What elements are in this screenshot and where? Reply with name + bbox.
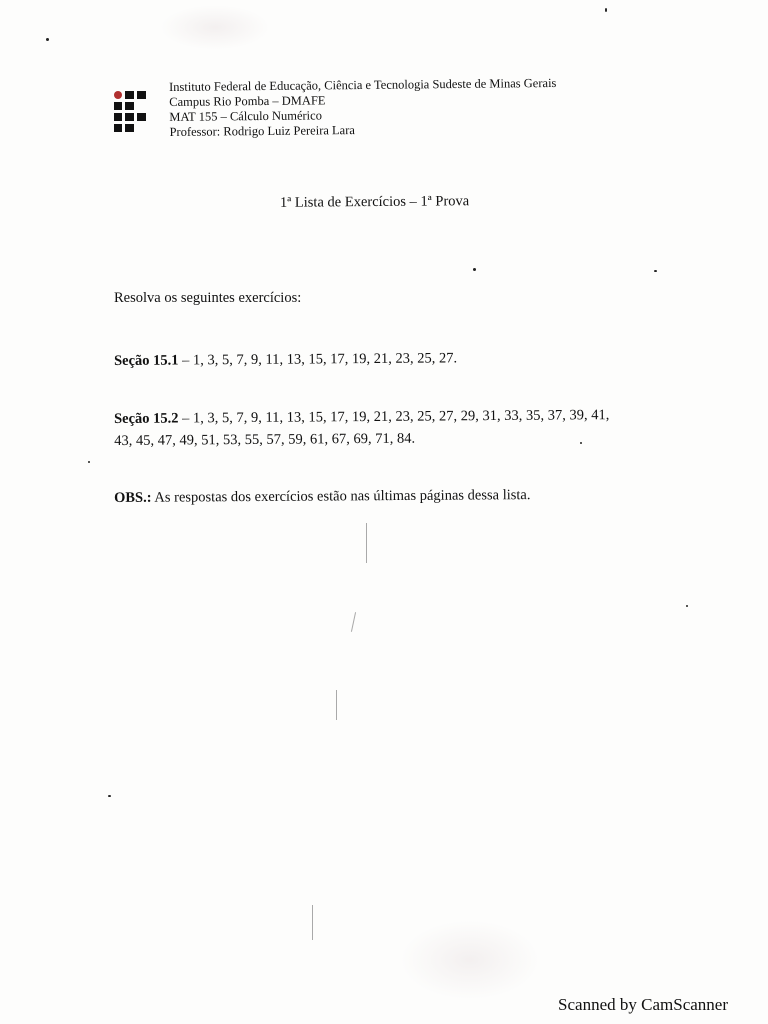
institute-logo-icon [113,90,151,134]
observation-note [114,487,531,507]
course-name: MAT 155 – Cálculo Numérico [169,108,322,124]
scan-speck [108,795,111,797]
instruction-text: Resolva os seguintes exercícios: [114,290,302,306]
professor-name: Professor: Rodrigo Luiz Pereira Lara [169,123,355,139]
scan-scratch [351,612,356,632]
section-exercises: – 1, 3, 5, 7, 9, 11, 13, 15, 17, 19, 21, 23, 25, 27, 29, 31, 33, 35, 37, 39, 41, [178,407,610,427]
institution-name: Instituto Federal de Educação, Ciência e Tecnologia Sudeste de Minas Gerais [169,75,557,94]
exercise-section [114,404,610,452]
scan-speck [605,8,607,12]
section-exercises: – 1, 3, 5, 7, 9, 11, 13, 15, 17, 19, 21, 23, 25, 27. [178,350,458,369]
scan-speck [473,268,476,271]
scanner-watermark: Scanned by CamScanner [558,995,728,1014]
section-label: Seção 15.1 [114,352,179,369]
campus-name: Campus Rio Pomba – DMAFE [169,93,326,109]
scan-smudge [400,920,540,1000]
institution-header [169,76,557,140]
scan-smudge [160,5,270,50]
scan-speck [46,38,49,41]
scan-scratch [366,523,367,563]
section-label: Seção 15.2 [114,410,179,427]
document-title: 1ª Lista de Exercícios – 1ª Prova [279,193,470,211]
section-line [114,404,609,430]
scan-speck [686,605,688,607]
obs-text: As respostas dos exercícios estão nas últimas páginas dessa lista. [151,487,531,506]
exercise-section [114,347,457,372]
scan-speck [654,270,657,272]
scan-scratch [336,690,337,720]
scan-scratch [312,905,313,940]
obs-label: OBS.: [114,489,152,506]
scan-speck [88,461,90,463]
section-line [114,347,457,372]
section-line-continued: 43, 45, 47, 49, 51, 53, 55, 57, 59, 61, 67, 69, 71, 84. [114,430,416,449]
